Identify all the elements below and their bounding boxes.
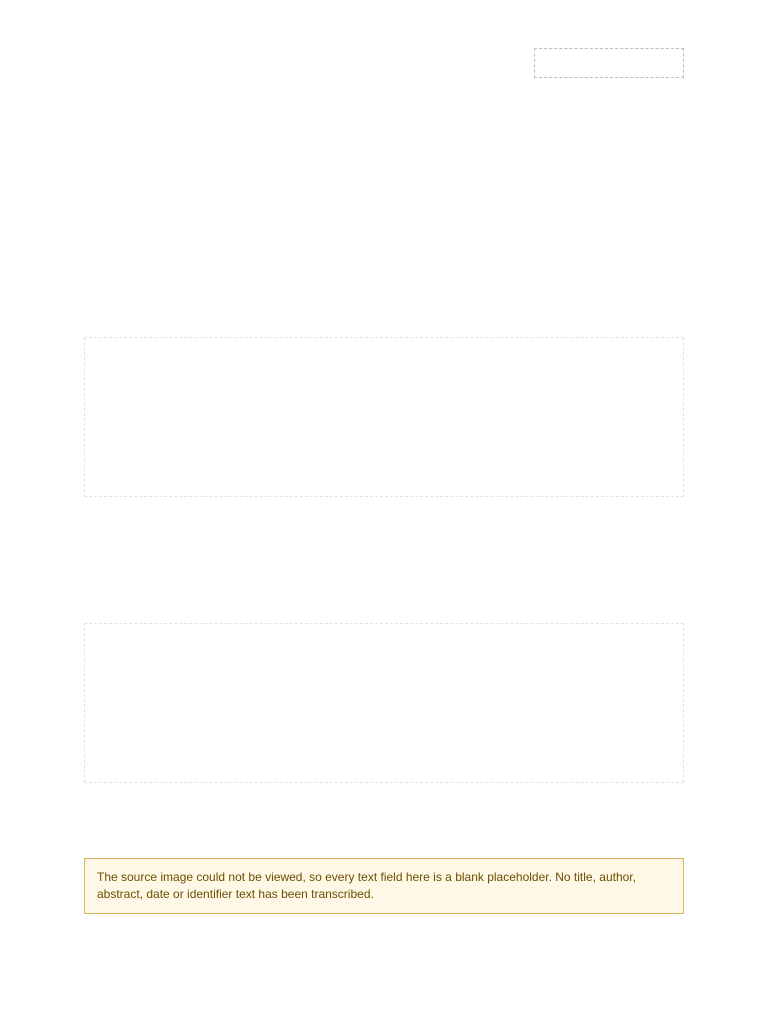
page-footer xyxy=(544,957,684,970)
received-date xyxy=(84,539,234,555)
journal-header xyxy=(84,48,684,158)
affiliation xyxy=(84,240,684,253)
published-date xyxy=(534,539,684,555)
abstract-section xyxy=(84,315,684,525)
postal-address xyxy=(84,261,684,274)
paper-title xyxy=(84,182,684,208)
journal-branding xyxy=(534,48,684,106)
english-keywords-line xyxy=(84,795,684,811)
journal-logo xyxy=(534,48,684,78)
english-title xyxy=(84,575,684,601)
english-section xyxy=(84,575,684,811)
accepted-date xyxy=(309,539,459,555)
english-abstract-body xyxy=(84,623,684,783)
abstract-heading xyxy=(84,315,684,331)
submission-dates xyxy=(84,539,684,555)
placeholder-notice: The source image could not be viewed, so every text field here is a blank placeholder. No title, author, abstract, date or identifier text has been transcribed. xyxy=(84,858,684,914)
keywords-line xyxy=(84,509,684,525)
title-block xyxy=(84,182,684,295)
english-abstract-heading xyxy=(84,601,684,617)
author-emails xyxy=(84,282,684,295)
abstract-body xyxy=(84,337,684,497)
author-list xyxy=(84,216,684,232)
